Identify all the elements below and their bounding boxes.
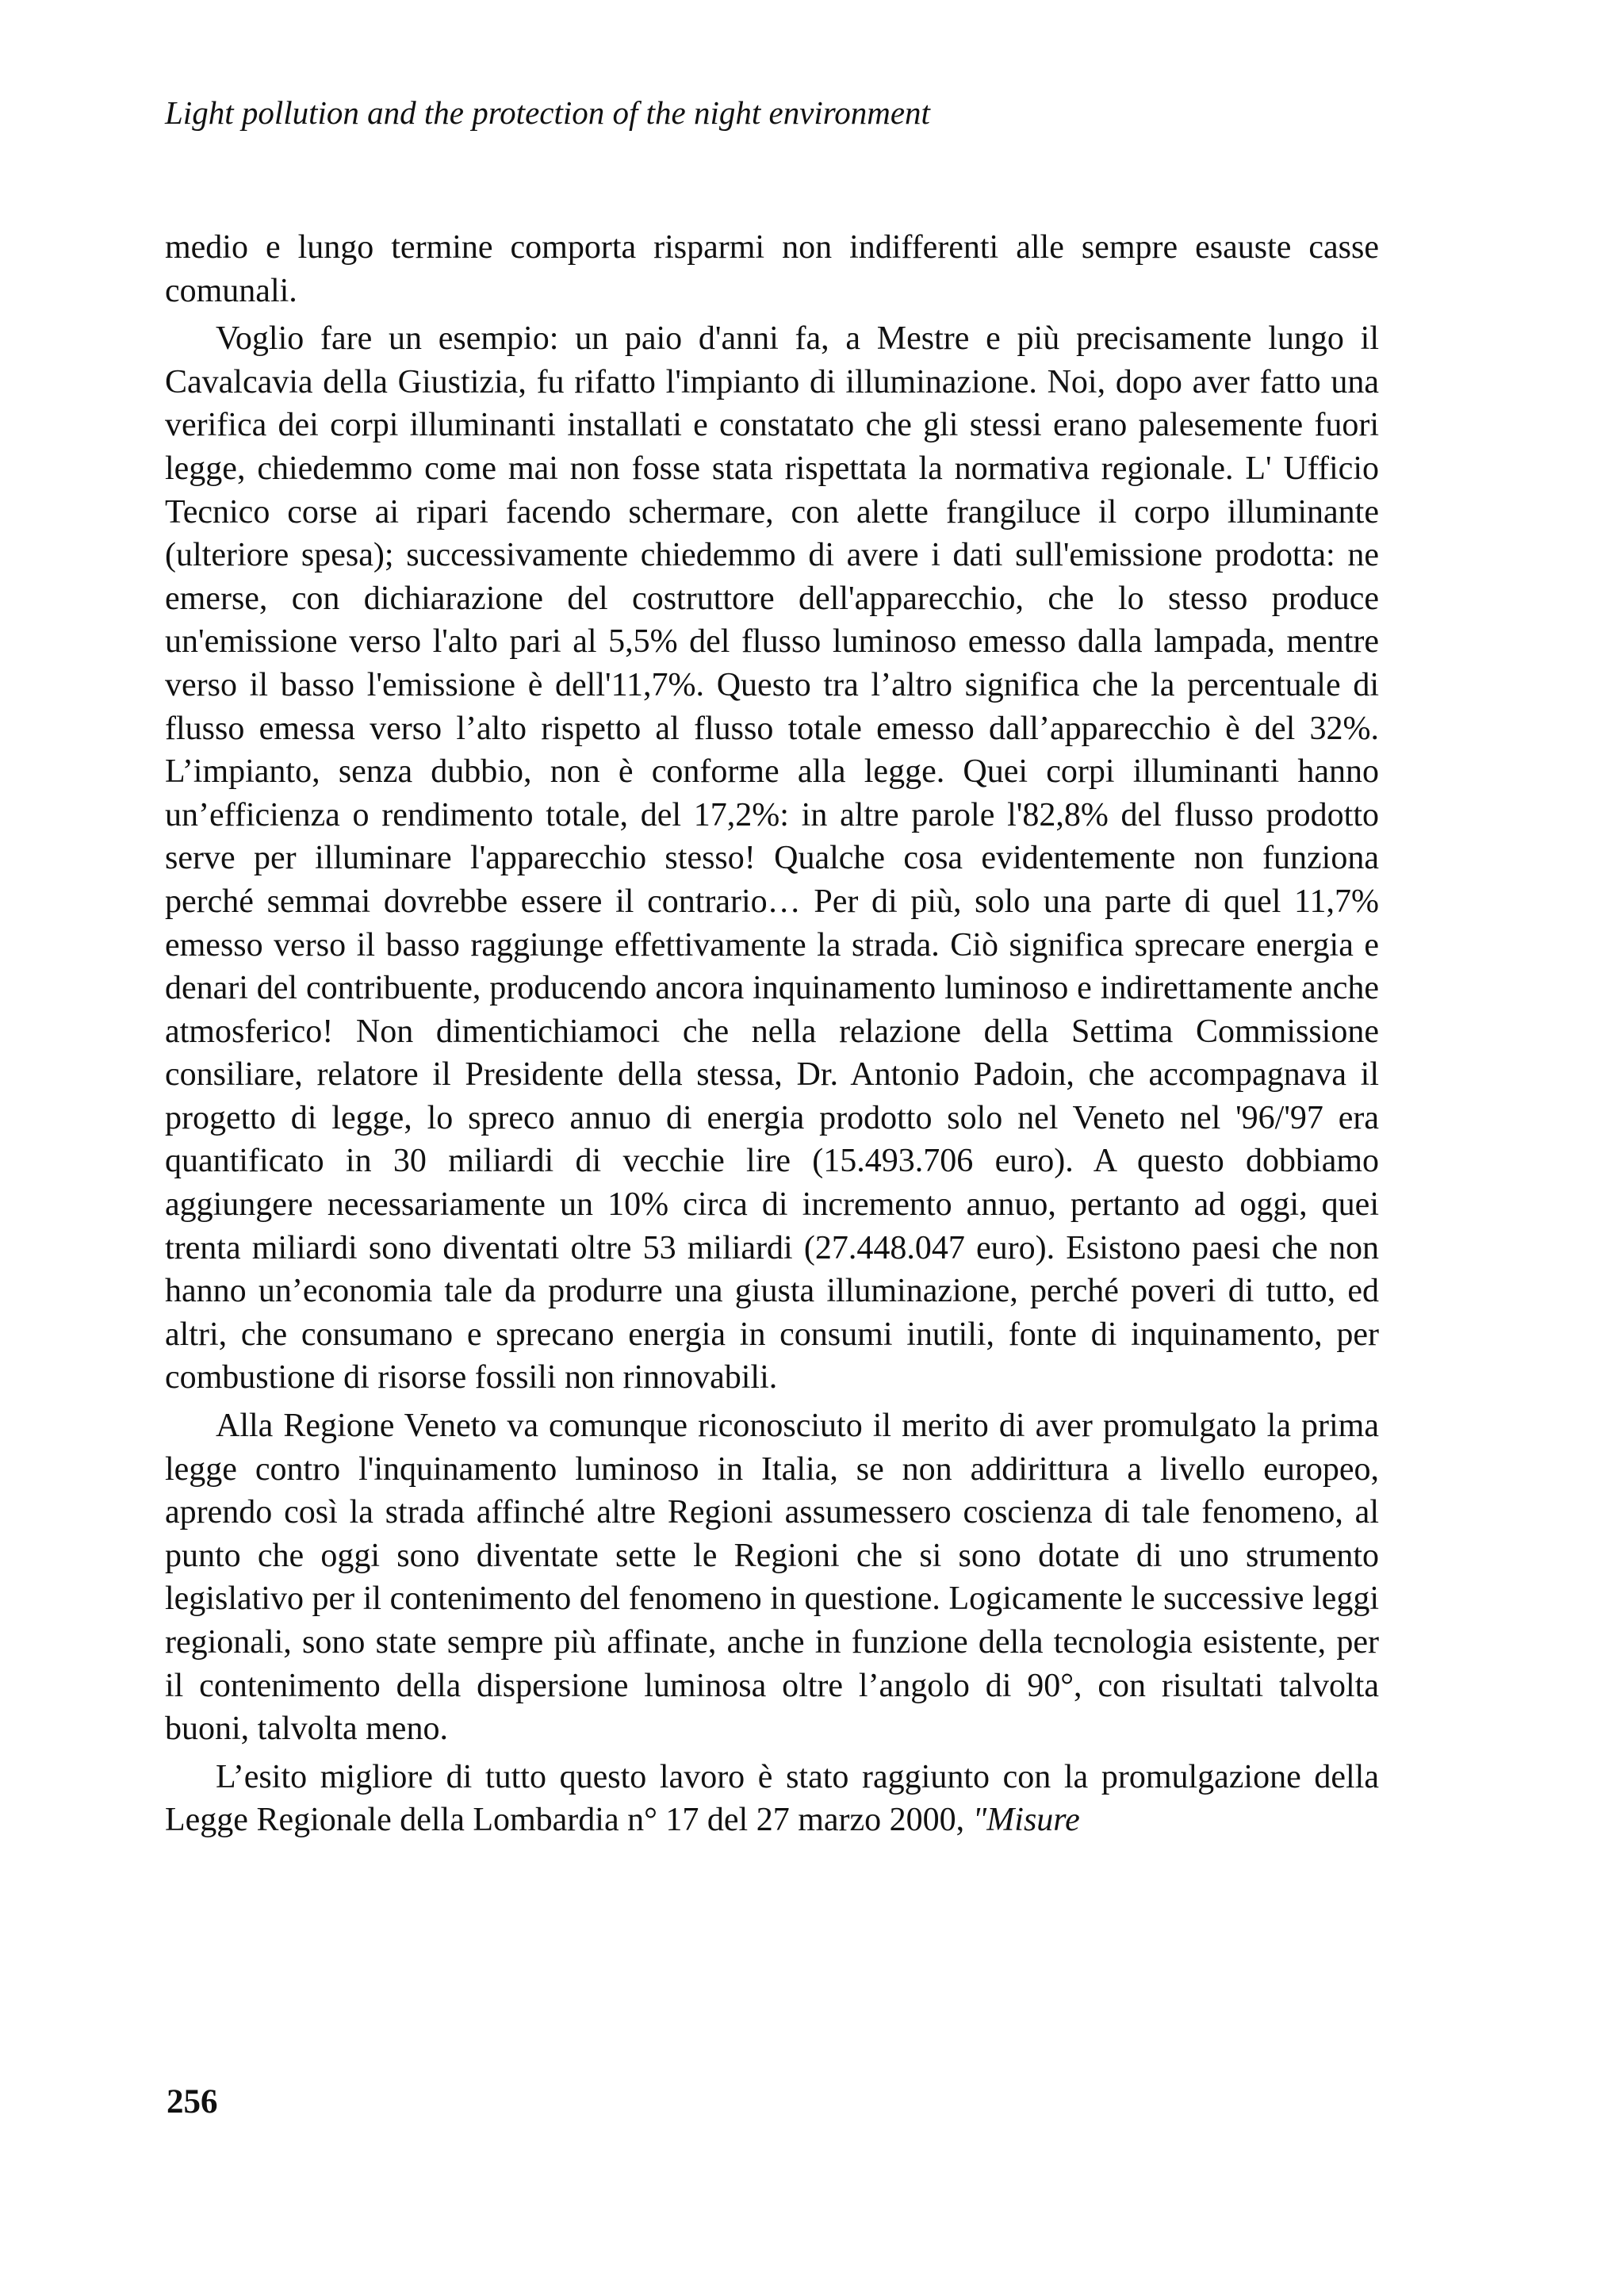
paragraph-lombardia-law [165,1756,1379,1842]
paragraph-regione-veneto: Alla Regione Veneto va comunque riconosciuto il merito di aver promulgato la prima legge contro l'inquinamento luminoso in Italia, se non addirittura a livello europeo, aprendo così la strada affinché altre Regioni assumessero coscienza di tale fenomeno, al punto che oggi sono diventate sette le Regioni che si sono dotate di uno strumento legislativo per il contenimento del fenomeno in questione. Logicamente le successive leggi regionali, sono state sempre più affinate, anche in funzione della tecnologia esistente, per il contenimento della dispersione luminosa oltre l’angolo di 90°, con risultati talvolta buoni, talvolta meno. [165,1408,1379,1748]
page-number: 256 [167,2083,218,2121]
paragraph-mestre-example: Voglio fare un esempio: un paio d'anni fa, a Mestre e più precisamente lungo il Cavalcavia della Giustizia, fu rifatto l'impianto di illuminazione. Noi, dopo aver fatto una verifica dei corpi illuminanti installati e constatato che gli stessi erano palesemente fuori legge, chiedemmo come mai non fosse stata rispettata la normativa regionale. L' Ufficio Tecnico corse ai ripari facendo schermare, con alette frangiluce il corpo illuminante (ulteriore spesa); successivamente chiedemmo di avere i dati sull'emissione prodotta: ne emerse, con dichiarazione del costruttore dell'apparecchio, che lo stesso produce un'emissione verso l'alto pari al 5,5% del flusso luminoso emesso dalla lampada, mentre verso il basso l'emissione è dell'11,7%. Questo tra l’altro significa che la percentuale di flusso emessa verso l’alto rispetto al flusso totale emesso dall’apparecchio è del 32%. L’impianto, senza dubbio, non è conforme alla legge. Quei corpi illuminanti hanno un’efficienza o rendimento totale, del 17,2%: in altre parole l'82,8% del flusso prodotto serve per illuminare l'apparecchio stesso! Qualche cosa evidentemente non funziona perché semmai dovrebbe essere il contrario… Per di più, solo una parte di quel 11,7% emesso verso il basso raggiunge effettivamente la strada. Ciò significa sprecare energia e denari del contribuente, producendo ancora inquinamento luminoso e indirettamente anche atmosferico! Non dimentichiamoci che nella relazione della Settima Commissione consiliare, relatore il Presidente della stessa, Dr. Antonio Padoin, che accompagnava il progetto di legge, lo spreco annuo di energia prodotto solo nel Veneto nel '96/'97 era quantificato in 30 miliardi di vecchie lire (15.493.706 euro). A questo dobbiamo aggiungere necessariamente un 10% circa di incremento annuo, pertanto ad oggi, quei trenta miliardi sono diventati oltre 53 miliardi (27.448.047 euro). Esistono paesi che non hanno un’economia tale da produrre una giusta illuminazione, perché poveri di tutto, ed altri, che consumano e sprecano energia in consumi inutili, fonte di inquinamento, per combustione di risorse fossili non rinnovabili. [165,320,1379,1396]
running-header: Light pollution and the protection of the night environment [165,94,930,131]
law-title-start: "Misure [972,1802,1080,1839]
paragraph-continuation: medio e lungo termine comporta risparmi non indifferenti alle sempre esauste casse comunali. [165,229,1379,309]
body-text [165,226,1379,1842]
paragraph-lombardia-text: L’esito migliore di tutto questo lavoro è stato raggiunto con la promulgazione della Legge Regionale della Lombardia n° 17 del 27 marzo 2000, [165,1758,1379,1839]
